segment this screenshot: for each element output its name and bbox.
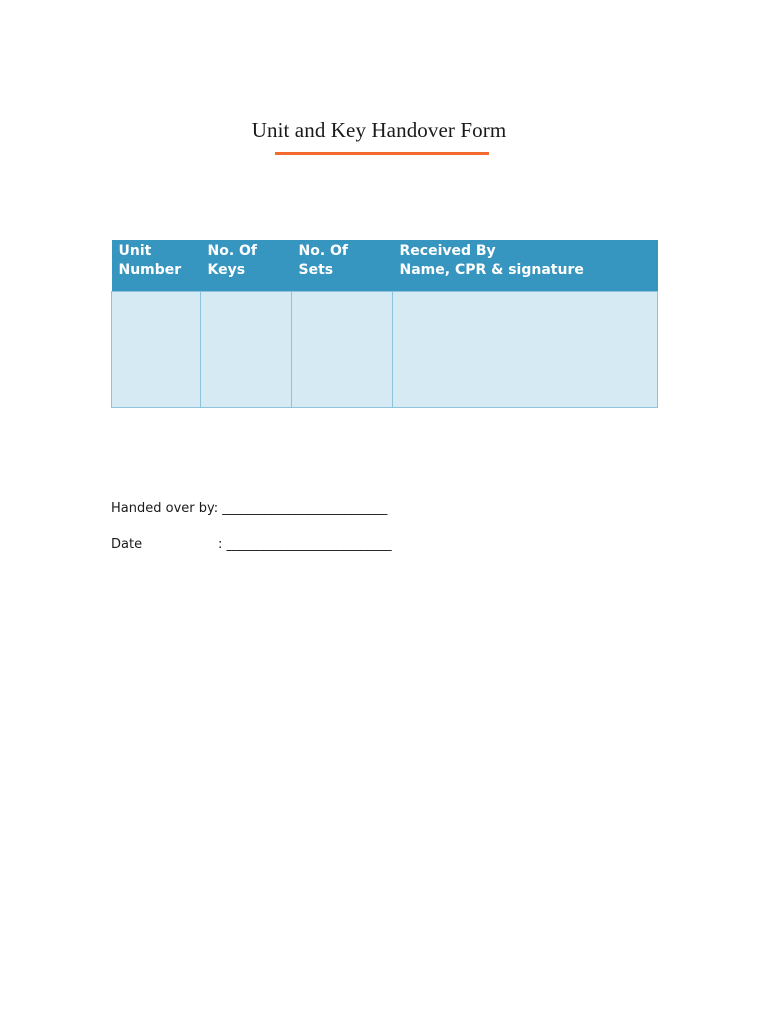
header-no-of-keys-line1: No. Of bbox=[207, 243, 258, 259]
header-no-of-keys-line2: Keys bbox=[207, 262, 246, 278]
header-received-by-line1: Received By bbox=[399, 243, 496, 259]
form-title: Unit and Key Handover Form bbox=[251, 118, 507, 142]
header-no-of-sets bbox=[292, 240, 393, 292]
table-row bbox=[112, 292, 658, 408]
handover-table bbox=[111, 240, 658, 408]
date-row bbox=[111, 537, 391, 552]
handed-over-by-label: Handed over by: bbox=[111, 501, 219, 516]
header-no-of-sets-line1: No. Of Sets bbox=[298, 243, 349, 278]
handed-over-by-blank[interactable]: ___________________________ bbox=[222, 501, 387, 516]
date-blank[interactable]: ___________________________ bbox=[226, 537, 392, 552]
cell-no-of-keys[interactable] bbox=[201, 292, 292, 408]
handed-over-by-row bbox=[111, 501, 387, 516]
title-underline bbox=[275, 152, 489, 155]
date-label: Date bbox=[111, 537, 143, 552]
header-no-of-keys bbox=[201, 240, 292, 292]
date-colon: : bbox=[218, 537, 223, 552]
header-received-by bbox=[393, 240, 658, 292]
cell-no-of-sets[interactable] bbox=[292, 292, 393, 408]
cell-unit-number[interactable] bbox=[112, 292, 201, 408]
header-received-by-line2: Name, CPR & signature bbox=[399, 262, 584, 278]
header-unit-number-line2: Number bbox=[118, 262, 182, 278]
header-unit-number-line1: Unit bbox=[118, 243, 152, 259]
header-unit-number bbox=[112, 240, 201, 292]
table-header-row bbox=[112, 240, 658, 292]
cell-received-by[interactable] bbox=[393, 292, 658, 408]
